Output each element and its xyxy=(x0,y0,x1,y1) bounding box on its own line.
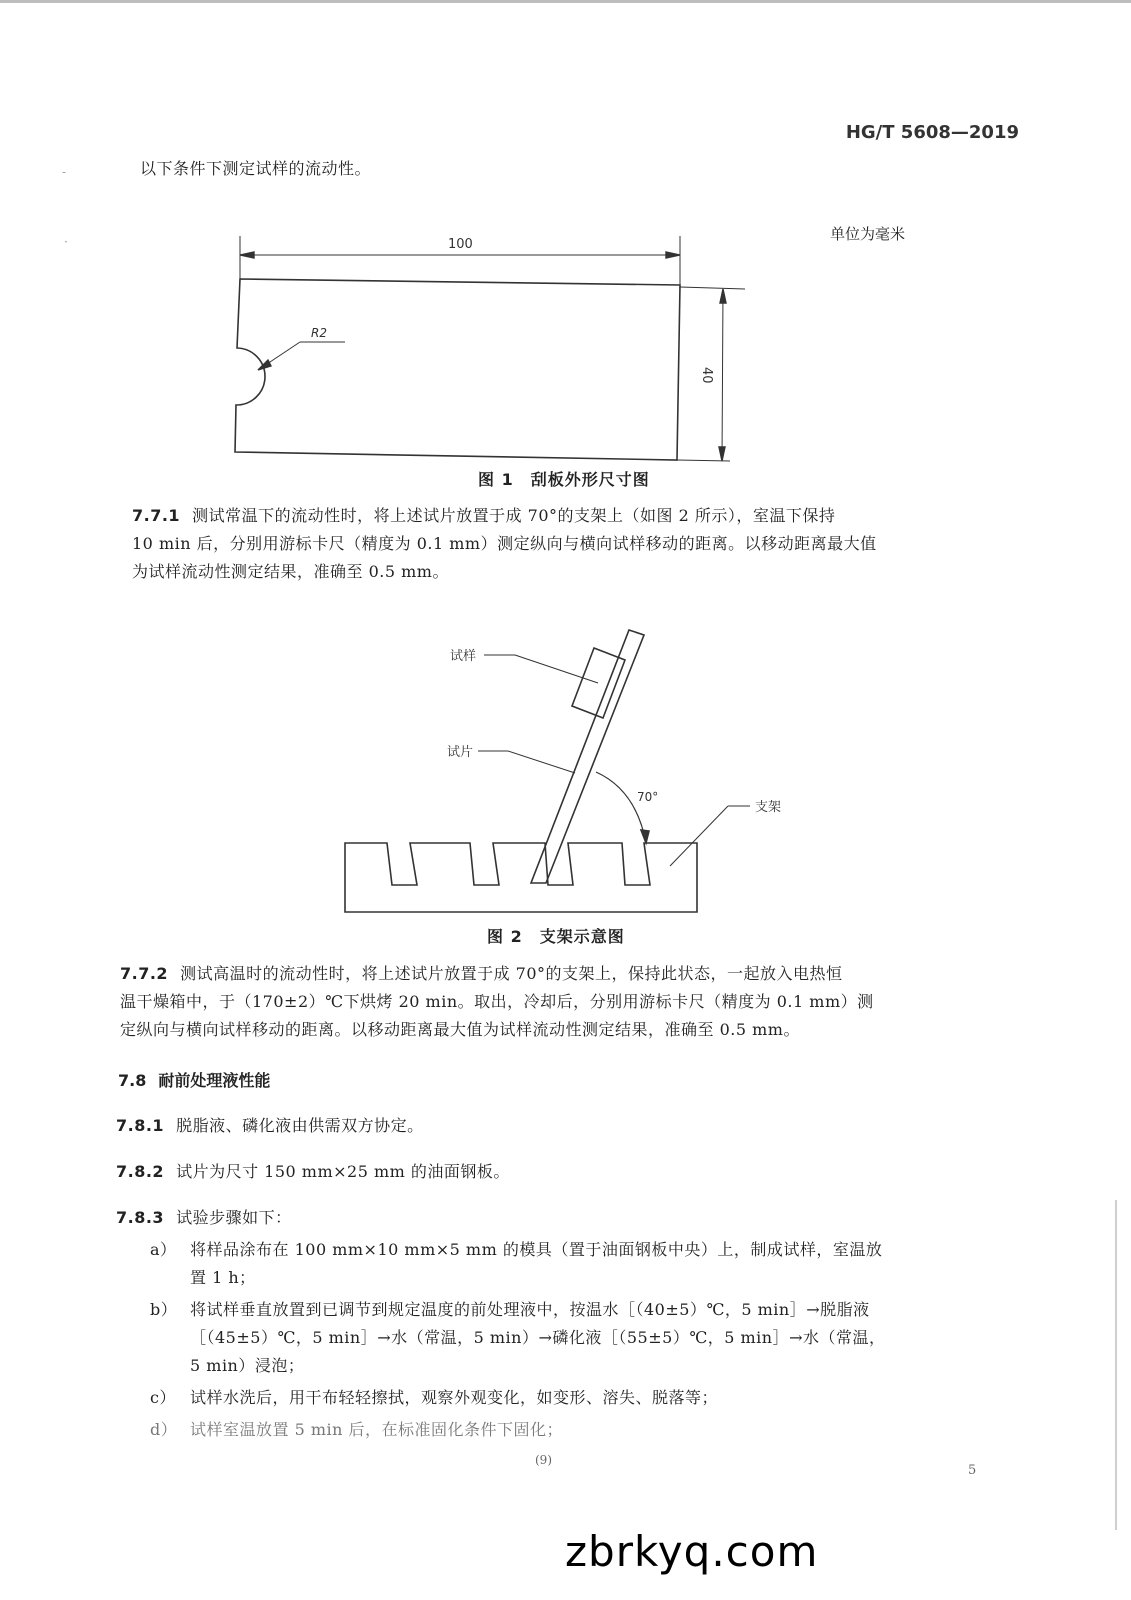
dim-height-label: 40 xyxy=(699,367,714,384)
list-item: b） 将试样垂直放置到已调节到规定温度的前处理液中，按温水［（40±5）℃，5 min］→脱脂液 ［（45±5）℃，5 min］→水（常温，5 min）→磷化液［（55±5）℃，5 min］→水（常温， 5 min）浸泡； xyxy=(150,1296,1010,1380)
figure-1-caption: 图 1 刮板外形尺寸图 xyxy=(478,470,650,489)
para-7-8-1: 7.8.1 脱脂液、磷化液由供需双方协定。 xyxy=(116,1116,424,1135)
radius-label: R2 xyxy=(311,326,327,340)
bracket-outline xyxy=(345,843,697,912)
footer-center: (9) xyxy=(535,1453,552,1467)
clause-number: 7.8.2 xyxy=(116,1162,165,1181)
clause-number: 7.7.1 xyxy=(132,506,181,525)
clause-number: 7.8.3 xyxy=(116,1208,165,1227)
margin-mark: - xyxy=(62,165,67,179)
arrow-icon xyxy=(641,830,649,843)
leader-line xyxy=(508,751,575,773)
page-edge-right xyxy=(1115,1200,1117,1530)
dim-width-label: 100 xyxy=(448,237,473,252)
list-item: a） 将样品涂布在 100 mm×10 mm×5 mm 的模具（置于油面钢板中央）上，制成试样，室温放 置 1 h； xyxy=(150,1236,1010,1292)
label-sample: 试样 xyxy=(450,649,477,664)
clause-number: 7.8.1 xyxy=(116,1116,165,1135)
item-label: b） xyxy=(150,1300,178,1319)
clause-number: 7.8 xyxy=(118,1071,147,1090)
units-note: 单位为毫米 xyxy=(830,225,906,243)
clause-number: 7.7.2 xyxy=(120,964,169,983)
item-label: a） xyxy=(150,1240,177,1259)
para-7-8-2: 7.8.2 试片为尺寸 150 mm×25 mm 的油面钢板。 xyxy=(116,1162,510,1181)
leader-line xyxy=(670,806,728,866)
section-7-8-heading: 7.8 耐前处理液性能 xyxy=(118,1071,271,1090)
para-7-7-2: 7.7.2 测试高温时的流动性时，将上述试片放置于成 70°的支架上，保持此状态，一起放入电热恒 温干燥箱中，于（170±2）℃下烘烤 20 min。取出，冷却后，分别用游标卡尺（精度为 0.1 mm）测 定纵向与横向试样移动的距离。以移动距离最大值为试样流动性测定结果，准确至 0.5 mm。 xyxy=(120,964,874,1039)
para-7-7-1: 7.7.1 测试常温下的流动性时，将上述试片放置于成 70°的支架上（如图 2 所示），室温下保持 10 min 后，分别用游标卡尺（精度为 0.1 mm）测定纵向与横向试样移动的距离。以移动距离最大值 为试样流动性测定结果，准确至 0.5 mm。 xyxy=(132,506,877,581)
test-plate xyxy=(531,630,644,883)
page-number: 5 xyxy=(968,1463,977,1478)
label-plate: 试片 xyxy=(447,745,474,760)
list-item: c） 试样水洗后，用干布轻轻擦拭，观察外观变化，如变形、溶失、脱落等； xyxy=(150,1384,1010,1412)
angle-arc xyxy=(596,772,646,843)
margin-mark: · xyxy=(64,235,68,249)
item-label: c） xyxy=(150,1388,176,1407)
watermark: zbrkyq.com xyxy=(565,1527,819,1576)
list-item: d） 试样室温放置 5 min 后，在标准固化条件下固化； xyxy=(150,1416,1010,1444)
label-angle: 70° xyxy=(637,790,659,804)
step-list xyxy=(150,1236,1010,1444)
label-bracket: 支架 xyxy=(755,800,782,815)
intro-line: 以下条件下测定试样的流动性。 xyxy=(140,159,372,178)
figure-2-caption: 图 2 支架示意图 xyxy=(487,927,625,946)
standard-code: HG/T 5608—2019 xyxy=(845,122,1019,143)
para-7-8-3: 7.8.3 试验步骤如下： xyxy=(116,1208,292,1227)
item-label: d） xyxy=(150,1420,178,1439)
